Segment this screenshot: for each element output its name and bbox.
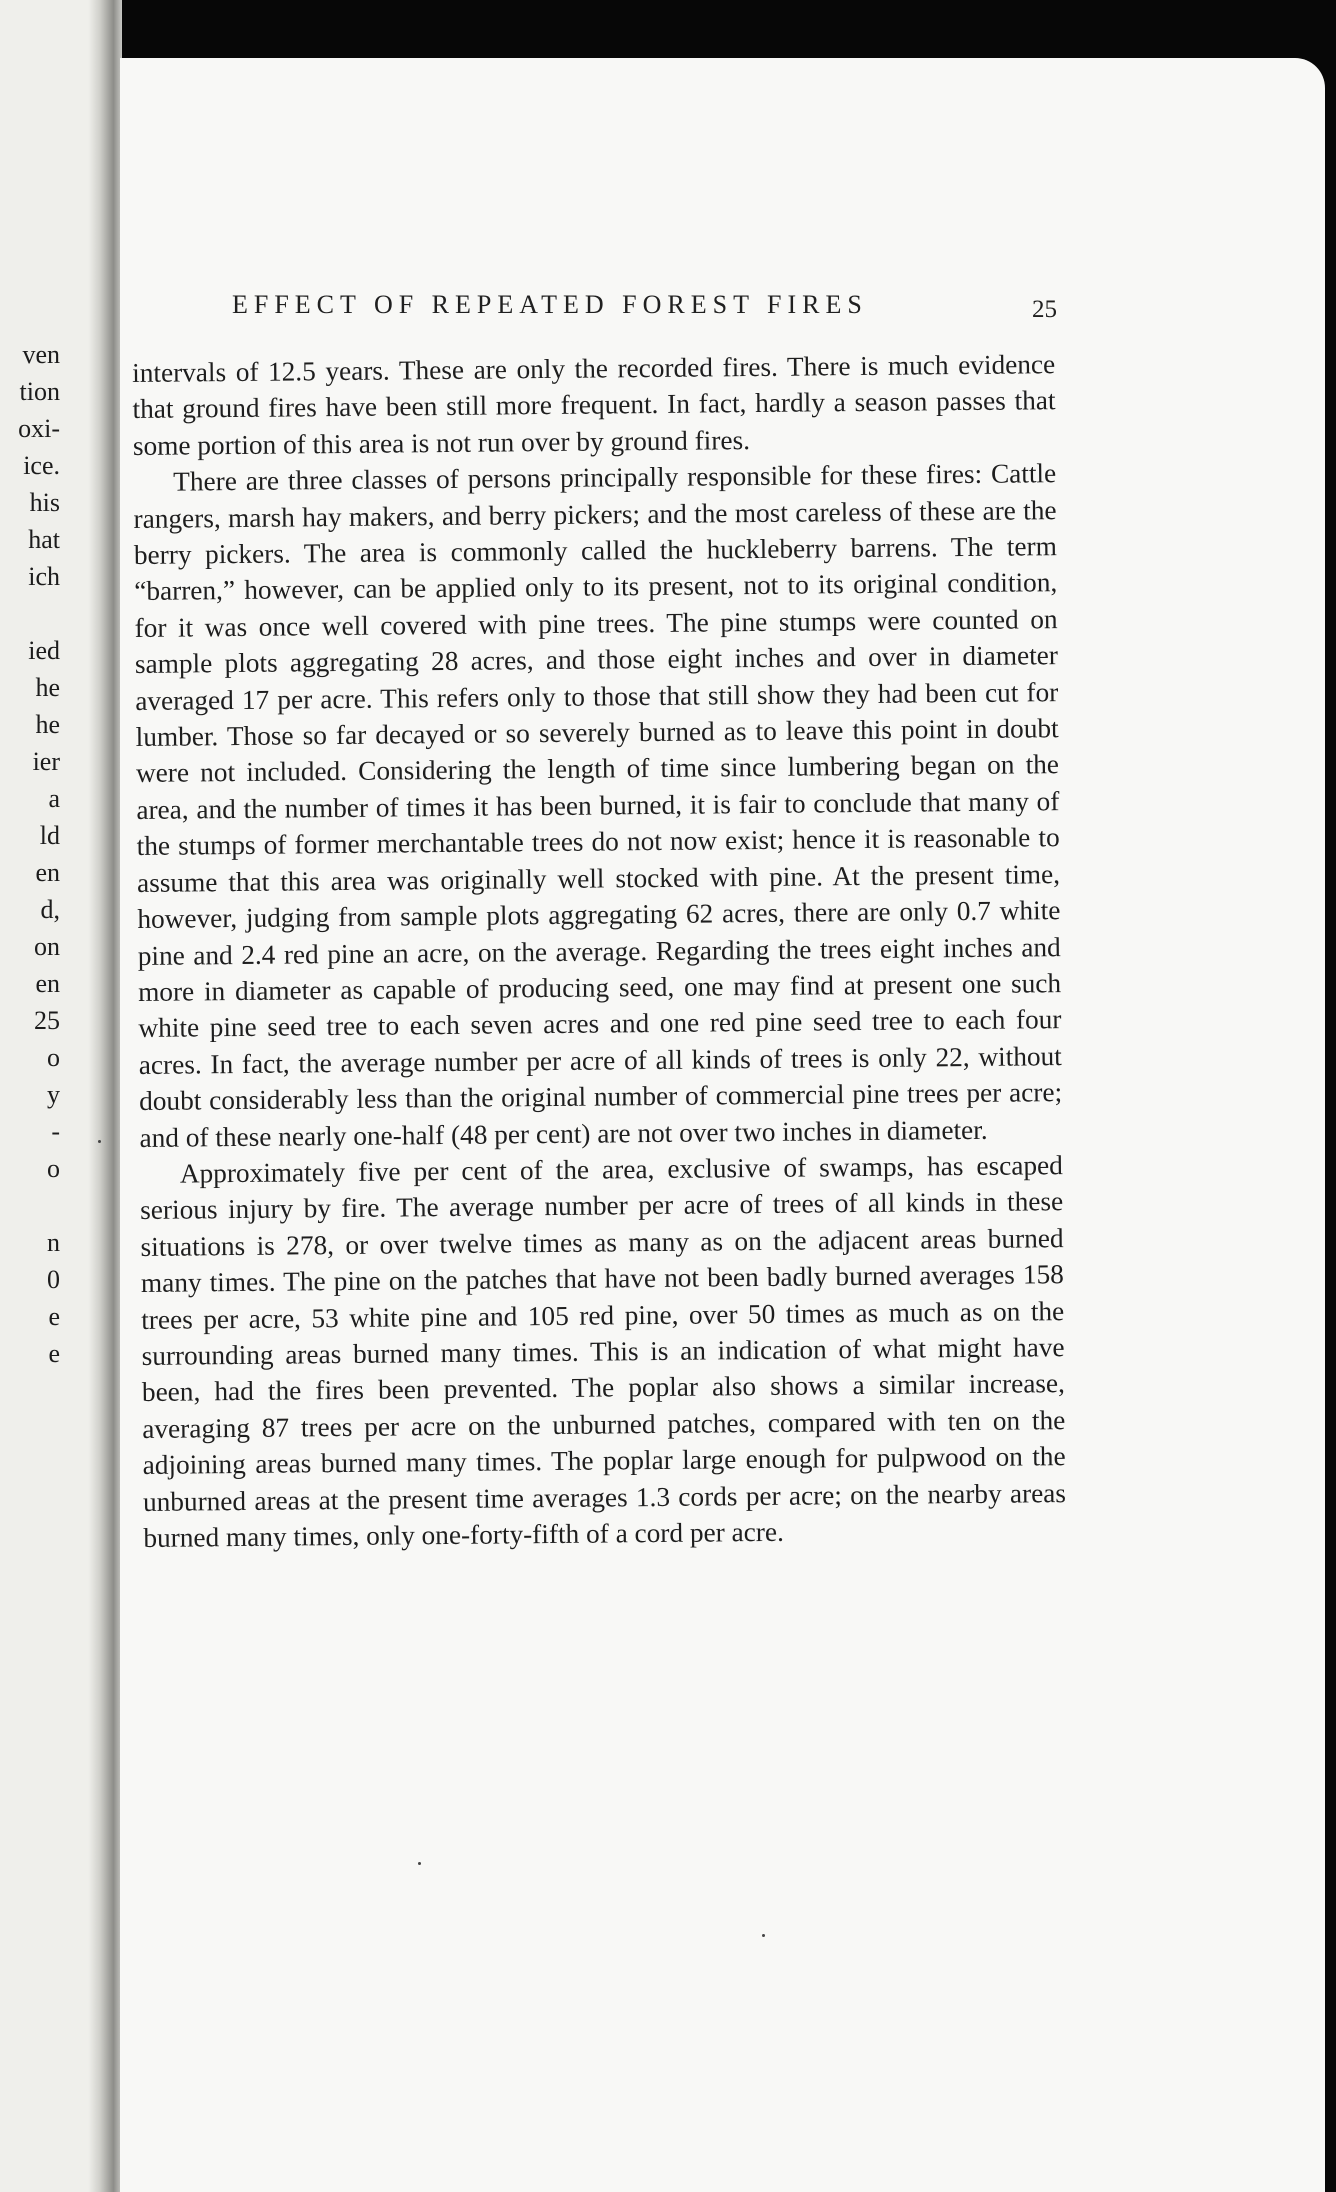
facing-line: on bbox=[34, 932, 60, 961]
facing-line: o bbox=[47, 1154, 60, 1183]
facing-line: he bbox=[35, 710, 60, 739]
facing-line: n bbox=[47, 1228, 60, 1257]
facing-line: he bbox=[35, 673, 60, 702]
facing-line: 25 bbox=[34, 1006, 60, 1035]
facing-line: a bbox=[48, 784, 60, 813]
paragraph: Approximately five per cent of the area, exclusive of swamps, has escaped serious injury by fire. The average number per acre of trees of all kinds in these situations is 278, or over twelve times as many as on the adjacent areas burned many times. The pine on the patches that have not been badly burned averages 158 trees per acre, 53 white pine and 105 red pine, over 50 times as much as on the surrounding areas burned many times. This is an indication of what might have been, had the fires been prevented. The poplar also shows a similar increase, averaging 87 trees per acre on the unburned patches, compared with ten on the adjoining areas burned many times. The poplar large enough for pulpwood on the unburned areas at the present time averages 1.3 cords per acre; on the nearby areas burned many times, only one-forty-fifth of a cord per acre. bbox=[140, 1150, 1067, 1553]
body-text bbox=[132, 346, 1066, 1556]
facing-line: o bbox=[47, 1043, 60, 1072]
paragraph: intervals of 12.5 years. These are only the recorded fires. There is much evidence that ground fires have been still more frequent. In fact, hardly a season passes that some portion of this area is not run over by ground fires. bbox=[132, 349, 1056, 461]
paragraph: There are three classes of persons principally responsible for these fires: Cattle rangers, marsh hay makers, and berry pickers; and the most careless of these are the berry pickers. The area is commonly called the huckleberry barrens. The term “barren,” however, can be applied only to its present, not to its original condition, for it was once well covered with pine trees. The pine stumps were counted on sample plots aggregating 28 acres, and those eight inches and over in diameter averaged 17 per acre. This refers only to those that still show they had been cut for lumber. Those so far decayed or so severely burned as to leave this point in doubt were not included. Considering the length of time since lumbering began on the area, and the number of times it has been burned, it is fair to conclude that many of the stumps of former merchantable trees do not now exist; hence it is reasonable to assume that this area was originally well stocked with pine. At the present time, however, judging from sample plots aggregating 62 acres, there are only 0.7 white pine and 2.4 red pine an acre, on the average. Regarding the trees eight inches and more in diameter as capable of producing seed, one may find at present one such white pine seed tree to each seven acres and one red pine seed tree to each four acres. In fact, the average number per acre of all kinds of trees is only 22, without doubt considerably less than the original number of commercial pine trees per acre; and of these nearly one-half (48 per cent) are not over two inches in diameter. bbox=[133, 458, 1063, 1153]
facing-line bbox=[0, 595, 60, 632]
facing-line: en bbox=[35, 858, 60, 887]
page-number: 25 bbox=[1032, 296, 1057, 323]
facing-line: ier bbox=[32, 747, 60, 776]
ink-speck bbox=[98, 1140, 101, 1143]
facing-line: y bbox=[47, 1080, 60, 1109]
facing-line: oxi- bbox=[18, 414, 60, 443]
book-gutter bbox=[88, 0, 122, 2192]
facing-line: his bbox=[29, 488, 60, 517]
facing-line: ich bbox=[28, 562, 60, 591]
facing-line: - bbox=[51, 1117, 60, 1146]
facing-line: 0 bbox=[47, 1265, 60, 1294]
facing-line: d, bbox=[40, 895, 60, 924]
facing-line bbox=[0, 1187, 60, 1224]
facing-line: hat bbox=[28, 525, 60, 554]
ink-speck bbox=[762, 1934, 765, 1937]
facing-line: tion bbox=[19, 377, 60, 406]
facing-line: e bbox=[48, 1302, 60, 1331]
facing-line: ven bbox=[22, 340, 60, 369]
ink-speck bbox=[418, 1862, 421, 1865]
facing-line: en bbox=[35, 969, 60, 998]
facing-page-text bbox=[0, 336, 60, 1372]
facing-line: ld bbox=[39, 821, 60, 850]
running-title: EFFECT OF REPEATED FOREST FIRES bbox=[232, 290, 868, 319]
page-edge bbox=[1325, 0, 1336, 2192]
facing-line: ice. bbox=[23, 451, 60, 480]
facing-line: e bbox=[48, 1339, 60, 1368]
facing-line: ied bbox=[28, 636, 60, 665]
